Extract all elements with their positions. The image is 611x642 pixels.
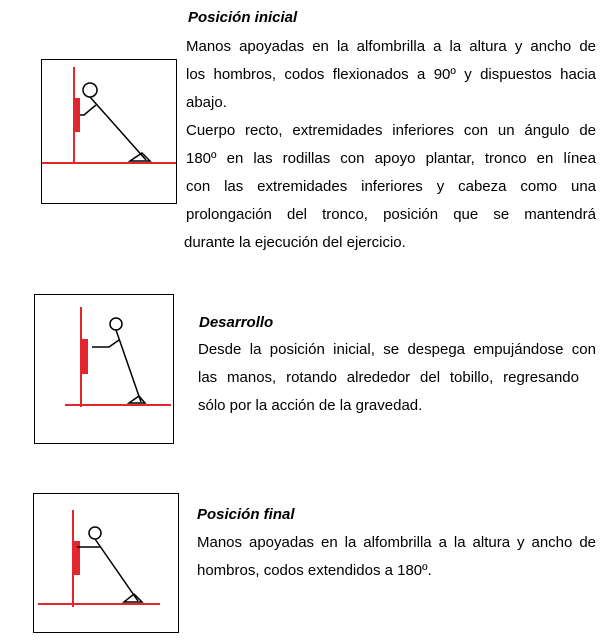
development-illustration — [35, 295, 173, 443]
text-line: Manos apoyadas en la alfombrilla a la altura y ancho de — [197, 534, 596, 551]
section-title-final: Posición final — [197, 506, 295, 523]
section-text-initial — [186, 33, 596, 257]
figure-development — [34, 294, 174, 444]
final-position-illustration — [34, 494, 178, 632]
section-title-development: Desarrollo — [199, 314, 274, 331]
section-text-development — [198, 336, 596, 420]
text-line: 180º en las rodillas con apoyo plantar, tronco en línea — [186, 150, 596, 167]
text-line: Cuerpo recto, extremidades inferiores con un ángulo de — [186, 122, 596, 139]
text-line: los hombros, codos flexionados a 90º y dispuestos hacia — [186, 66, 596, 83]
text-line: prolongación del tronco, posición que se mantendrá — [186, 206, 596, 223]
text-line: durante la ejecución del ejercicio. — [184, 234, 406, 251]
section-title-initial: Posición inicial — [188, 9, 298, 26]
text-line: Manos apoyadas en la alfombrilla a la altura y ancho de — [186, 38, 596, 55]
figure-initial-position — [41, 59, 177, 204]
text-line: las manos, rotando alrededor del tobillo, regresando — [198, 369, 579, 386]
text-line: Desde la posición inicial, se despega empujándose con — [198, 341, 596, 358]
text-line: abajo. — [186, 94, 227, 111]
section-text-final — [197, 529, 596, 585]
text-line: sólo por la acción de la gravedad. — [198, 397, 423, 414]
figure-final-position — [33, 493, 179, 633]
initial-position-illustration — [42, 60, 176, 203]
text-line: con las extremidades inferiores y cabeza como una — [186, 178, 596, 195]
text-line: hombros, codos extendidos a 180º. — [197, 562, 432, 579]
